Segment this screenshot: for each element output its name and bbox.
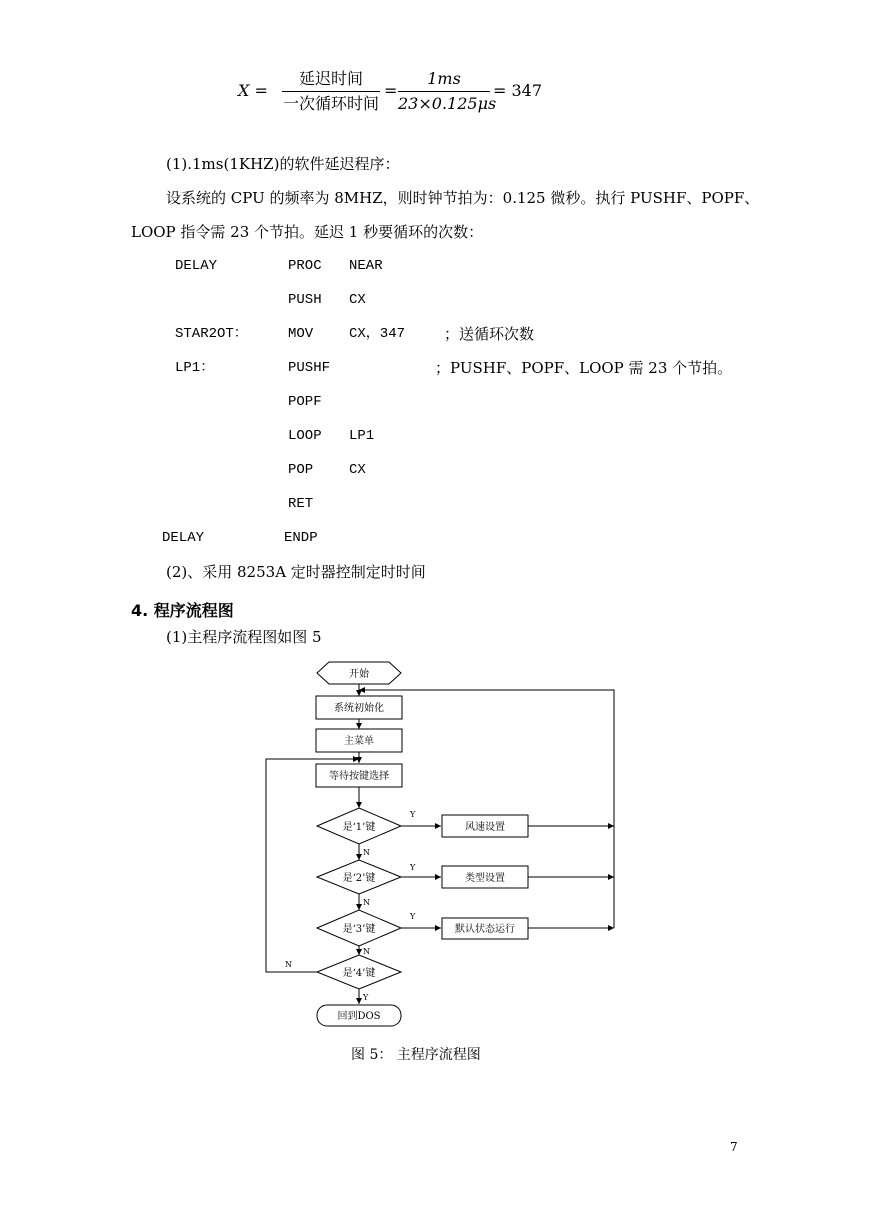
code-label: STAR2OT： (175, 326, 248, 342)
paragraph-cpu-line1: 设系统的 CPU 的频率为 8MHZ，则时钟节拍为：0.125 微秒。执行 PUSHF、POPF、 (166, 189, 760, 207)
flowchart-d1-label: 是‘1’键 (342, 822, 376, 833)
flowchart-d4-label: 是‘4’键 (342, 968, 376, 979)
formula-frac2-denominator: 23×0.125μs (398, 94, 497, 113)
code-arg: CX (349, 292, 366, 308)
paragraph-flowchart-intro: (1)主程序流程图如图 5 (166, 628, 322, 646)
flowchart-yes-3: Y (410, 912, 416, 921)
flowchart-init-label: 系统初始化 (334, 703, 384, 714)
formula-fraction-1 (282, 68, 380, 115)
flowchart-no-1: N (363, 848, 370, 857)
flowchart-end-label: 回到DOS (337, 1011, 381, 1022)
formula-result: = 347 (493, 81, 543, 100)
flowchart-b3-label: 默认状态运行 (455, 924, 515, 935)
code-arg: LP1 (349, 428, 375, 444)
paragraph-cpu-line2: LOOP 指令需 23 个节拍。延迟 1 秒要循环的次数： (131, 223, 484, 241)
flowchart-no-4: N (285, 960, 292, 969)
code-arg: CX，347 (349, 326, 406, 342)
flowchart-d3-label: 是‘3’键 (342, 924, 376, 935)
flowchart-no-3: N (363, 947, 370, 956)
code-arg: NEAR (349, 258, 383, 274)
code-op: PUSH (288, 292, 322, 308)
flowchart-b1-label: 风速设置 (465, 822, 505, 833)
formula-fraction-2 (398, 68, 497, 115)
code-label: LP1： (175, 360, 215, 376)
paragraph-8253a: (2)、采用 8253A 定时器控制定时时间 (166, 563, 426, 581)
code-label: DELAY (175, 258, 218, 274)
code-label: DELAY (162, 530, 205, 546)
code-op: MOV (288, 326, 314, 342)
flowchart-yes-4: Y (363, 993, 369, 1002)
flowchart-wait-label: 等待按键选择 (329, 771, 389, 782)
code-comment: ；送循环次数 (444, 325, 535, 343)
figure-caption: 图 5： 主程序流程图 (351, 1047, 481, 1063)
flowchart-menu-label: 主菜单 (344, 736, 374, 747)
code-op: ENDP (284, 530, 318, 546)
code-op: LOOP (288, 428, 322, 444)
flowchart-no-2: N (363, 898, 370, 907)
main-program-flowchart (255, 656, 625, 1034)
page-number: 7 (730, 1140, 738, 1154)
formula-frac1-numerator: 延迟时间 (298, 69, 363, 88)
code-op: POPF (288, 394, 322, 410)
formula-frac1-denominator: 一次循环时间 (282, 94, 379, 113)
flowchart-start-label: 开始 (349, 669, 369, 680)
flowchart-d2-label: 是‘2’键 (342, 873, 376, 884)
code-op: PUSHF (288, 360, 331, 376)
section-heading: 4. 程序流程图 (131, 601, 234, 620)
code-arg: CX (349, 462, 366, 478)
formula-lhs: X = (238, 81, 268, 100)
code-op: POP (288, 462, 314, 478)
flowchart-yes-2: Y (410, 863, 416, 872)
formula-equals: = (384, 81, 398, 100)
code-comment: ；PUSHF、POPF、LOOP 需 23 个节拍。 (435, 359, 733, 377)
code-op: RET (288, 496, 314, 512)
formula-frac2-numerator: 1ms (427, 69, 461, 88)
paragraph-software-delay: (1).1ms(1KHZ)的软件延迟程序： (166, 155, 400, 173)
code-op: PROC (288, 258, 322, 274)
flowchart-yes-1: Y (410, 810, 416, 819)
flowchart-b2-label: 类型设置 (465, 873, 505, 884)
